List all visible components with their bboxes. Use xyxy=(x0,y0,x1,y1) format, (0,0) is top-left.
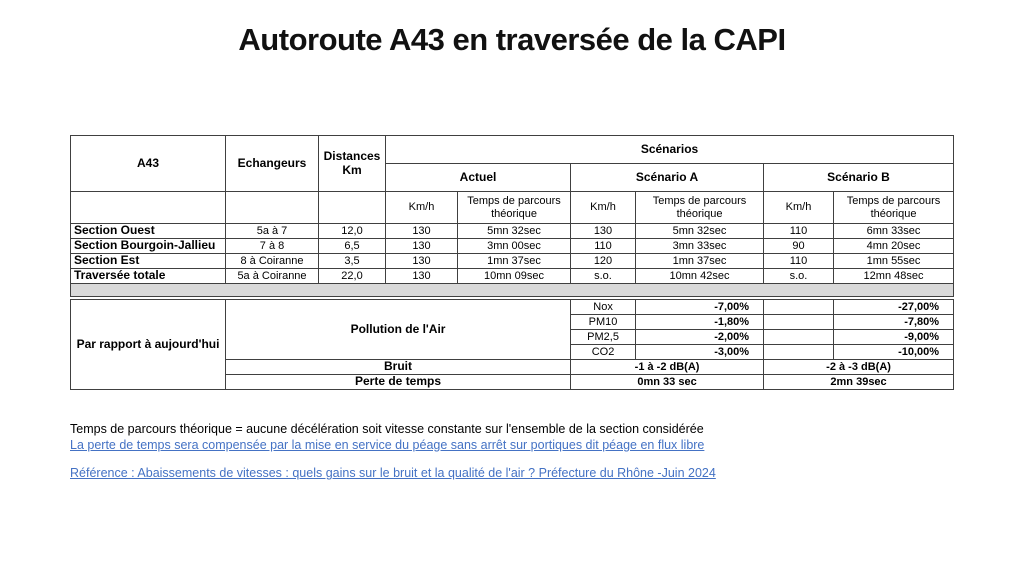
subheader-scenario-b-temps: Temps de parcours théorique xyxy=(834,192,954,224)
cell-scenario-a-kmh: 130 xyxy=(571,224,636,239)
pollution-air-label: Pollution de l'Air xyxy=(226,300,571,360)
cell-scenario-b-value: -27,00% xyxy=(834,300,954,315)
bruit-label: Bruit xyxy=(226,360,571,375)
comparison-label: Par rapport à aujourd'hui xyxy=(71,300,226,390)
cell-echangeurs: 5a à 7 xyxy=(226,224,319,239)
cell-echangeurs: 8 à Coiranne xyxy=(226,254,319,269)
page-title: Autoroute A43 en traversée de la CAPI xyxy=(238,22,786,57)
col-header-distances: Distances Km xyxy=(319,136,386,192)
empty-cell xyxy=(764,300,834,315)
cell-pollutant-name: PM10 xyxy=(571,315,636,330)
perte-label: Perte de temps xyxy=(226,375,571,390)
cell-scenario-a-value: -7,00% xyxy=(636,300,764,315)
cell-scenario-a-value: -1,80% xyxy=(636,315,764,330)
cell-bruit-scenario-a: -1 à -2 dB(A) xyxy=(571,360,764,375)
link-compensation[interactable]: La perte de temps sera compensée par la mise en service du péage sans arrêt sur portiques dit péage en flux libre xyxy=(70,438,705,452)
cell-section-label: Section Bourgoin-Jallieu xyxy=(71,239,226,254)
empty-cell xyxy=(764,330,834,345)
cell-scenario-b-temps: 6mn 33sec xyxy=(834,224,954,239)
cell-scenario-a-kmh: 120 xyxy=(571,254,636,269)
cell-pollutant-name: CO2 xyxy=(571,345,636,360)
group-header-scenario-b: Scénario B xyxy=(764,164,954,192)
subheader-scenario-a-kmh: Km/h xyxy=(571,192,636,224)
cell-actuel-kmh: 130 xyxy=(386,254,458,269)
cell-scenario-a-value: -2,00% xyxy=(636,330,764,345)
cell-scenario-b-kmh: 110 xyxy=(764,254,834,269)
group-header-actuel: Actuel xyxy=(386,164,571,192)
cell-actuel-kmh: 130 xyxy=(386,224,458,239)
cell-perte-scenario-b: 2mn 39sec xyxy=(764,375,954,390)
cell-scenario-b-value: -7,80% xyxy=(834,315,954,330)
row-section-bourgoin-jallieu xyxy=(71,239,954,254)
cell-scenario-a-temps: 3mn 33sec xyxy=(636,239,764,254)
cell-scenario-a-temps: 10mn 42sec xyxy=(636,269,764,284)
link-reference[interactable]: Référence : Abaissements de vitesses : quels gains sur le bruit et la qualité de l'air ? Préfecture du Rhône -Juin 2024 xyxy=(70,466,716,480)
cell-pollutant-name: Nox xyxy=(571,300,636,315)
cell-scenario-b-value: -9,00% xyxy=(834,330,954,345)
cell-scenario-a-temps: 1mn 37sec xyxy=(636,254,764,269)
tables-area xyxy=(70,135,954,390)
subheader-actuel-kmh: Km/h xyxy=(386,192,458,224)
cell-bruit-scenario-b: -2 à -3 dB(A) xyxy=(764,360,954,375)
cell-distance: 22,0 xyxy=(319,269,386,284)
group-header-scenario-a: Scénario A xyxy=(571,164,764,192)
cell-scenario-b-kmh: 90 xyxy=(764,239,834,254)
cell-actuel-temps: 5mn 32sec xyxy=(458,224,571,239)
footnotes xyxy=(70,421,970,481)
cell-actuel-kmh: 130 xyxy=(386,269,458,284)
cell-actuel-kmh: 130 xyxy=(386,239,458,254)
cell-section-label: Section Est xyxy=(71,254,226,269)
cell-distance: 12,0 xyxy=(319,224,386,239)
cell-scenario-b-temps: 12mn 48sec xyxy=(834,269,954,284)
col-header-scenarios: Scénarios xyxy=(386,136,954,164)
row-section-est xyxy=(71,254,954,269)
cell-scenario-a-temps: 5mn 32sec xyxy=(636,224,764,239)
cell-pollutant-name: PM2,5 xyxy=(571,330,636,345)
header-row-3 xyxy=(71,192,954,224)
cell-section-label: Traversée totale xyxy=(71,269,226,284)
cell-actuel-temps: 10mn 09sec xyxy=(458,269,571,284)
cell-echangeurs: 5a à Coiranne xyxy=(226,269,319,284)
cell-distance: 3,5 xyxy=(319,254,386,269)
divider-band xyxy=(70,284,954,297)
a43-scenarios-table xyxy=(70,135,954,284)
empty-cell xyxy=(319,192,386,224)
cell-scenario-a-kmh: 110 xyxy=(571,239,636,254)
cell-scenario-b-temps: 1mn 55sec xyxy=(834,254,954,269)
cell-distance: 6,5 xyxy=(319,239,386,254)
footnote-definition: Temps de parcours théorique = aucune décélération soit vitesse constante sur l'ensemble de la section considérée xyxy=(70,422,704,436)
subheader-scenario-b-kmh: Km/h xyxy=(764,192,834,224)
cell-scenario-a-value: -3,00% xyxy=(636,345,764,360)
cell-echangeurs: 7 à 8 xyxy=(226,239,319,254)
header-row-1 xyxy=(71,136,954,164)
empty-cell xyxy=(71,192,226,224)
comparison-table xyxy=(70,299,954,390)
empty-cell xyxy=(764,345,834,360)
row-section-ouest xyxy=(71,224,954,239)
col-header-a43: A43 xyxy=(71,136,226,192)
empty-cell xyxy=(764,315,834,330)
empty-cell xyxy=(226,192,319,224)
cell-scenario-b-temps: 4mn 20sec xyxy=(834,239,954,254)
footnote-reference-line xyxy=(70,465,970,481)
cell-actuel-temps: 1mn 37sec xyxy=(458,254,571,269)
subheader-scenario-a-temps: Temps de parcours théorique xyxy=(636,192,764,224)
cell-scenario-b-kmh: s.o. xyxy=(764,269,834,284)
cell-scenario-a-kmh: s.o. xyxy=(571,269,636,284)
cell-scenario-b-kmh: 110 xyxy=(764,224,834,239)
cell-scenario-b-value: -10,00% xyxy=(834,345,954,360)
col-header-echangeurs: Echangeurs xyxy=(226,136,319,192)
cell-section-label: Section Ouest xyxy=(71,224,226,239)
cell-perte-scenario-a: 0mn 33 sec xyxy=(571,375,764,390)
subheader-actuel-temps: Temps de parcours théorique xyxy=(458,192,571,224)
row-pollutant-nox xyxy=(71,300,954,315)
cell-actuel-temps: 3mn 00sec xyxy=(458,239,571,254)
footnote-compensation-line xyxy=(70,437,970,453)
row-traversee-totale xyxy=(71,269,954,284)
